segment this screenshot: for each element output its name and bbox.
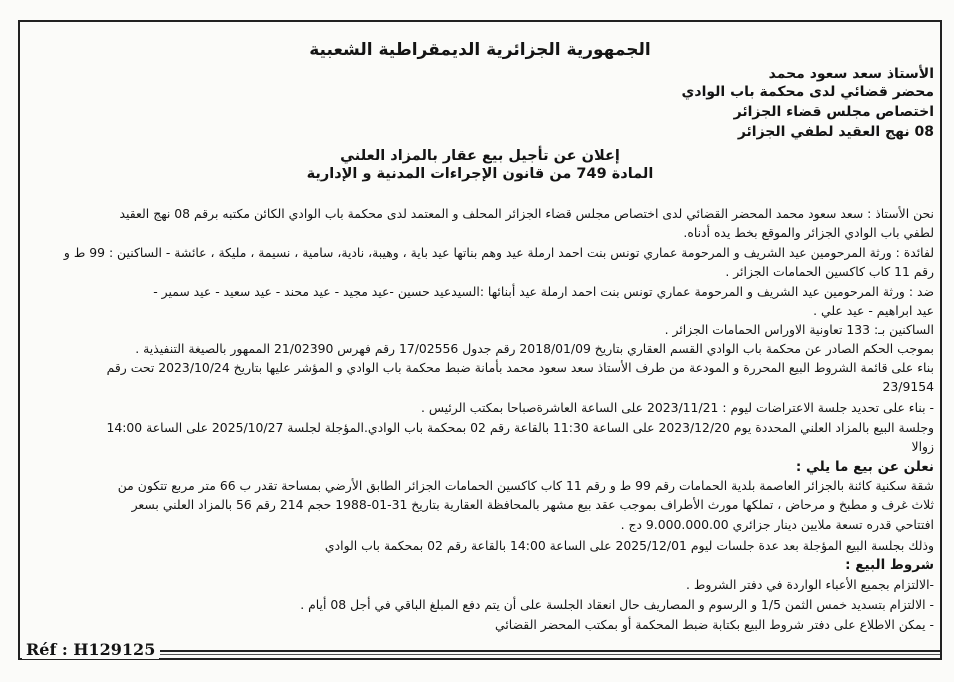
body-line: - بناء على تحديد جلسة الاعتراضات ليوم : 2023/11/21 على الساعة العاشرةصباحا بمكتب الرئيس . [420,400,934,415]
footer-rule-thin [160,654,940,655]
sale-line: وذلك بجلسة البيع المؤجلة بعد عدة جلسات ليوم 2025/12/01 على الساعة 14:00 بالقاعة رقم 02 بمحكمة باب الوادي [324,538,934,553]
body-line: لفائدة : ورثة المرحومين عيد الشريف و المرحومة عماري تونس بنت احمد ارملة عيد وهم بناتها عيد باية ، وهيبة، نادية، سامية ، نسيمة ، مليكة ، عائشة - الساكنين : 99 ط و [63,245,934,260]
sale-line: افتتاحي قدره تسعة ملايين دينار جزائري 9.000.000.00 دج . [620,517,934,532]
announcement-article: المادة 749 من قانون الإجراءات المدنية و الإدارية [306,166,654,182]
body-line: عيد ابراهيم - عيد علي . [813,303,934,318]
conditions-heading: شروط البيع : [845,557,934,573]
legal-notice [26,34,934,634]
republic-title: الجمهورية الجزائرية الديمقراطية الشعبية [309,40,651,60]
sale-heading: نعلن عن بيع ما يلي : [795,459,934,475]
condition-item: -الالتزام بجميع الأعباء الواردة في دفتر الشروط . [685,577,934,592]
reference-number: Réf : H129125 [22,640,159,659]
body-line: وجلسة البيع بالمزاد العلني المحددة يوم 2023/12/20 على الساعة 11:30 بالقاعة رقم 02 بمحكمة باب الوادي.المؤجلة لجلسة 2025/10/27 على الساعة 14:00 [106,420,934,435]
body-line: زوالا [911,439,934,454]
body-line: لطفي باب الوادي الجزائر والموقع بخط يده أدناه. [683,225,934,240]
footer-rule [160,650,940,652]
body-line: بموجب الحكم الصادر عن محكمة باب الوادي القسم العقاري بتاريخ 2018/01/09 رقم جدول 17/02556 رقم فهرس 21/02390 الممهور بالصيغة التنفيذية . [135,341,934,356]
announcement-title: إعلان عن تأجيل بيع عقار بالمزاد العلني [340,148,620,164]
body-line: ضد : ورثة المرحومين عيد الشريف و المرحومة عماري تونس بنت احمد ارملة عيد أبنائها :السيدعيد حسين -عيد مجيد - عيد محند - عيد سعيد - عيد سمير - [153,284,934,299]
bailiff-name: الأستاذ سعد سعود محمد [768,66,934,82]
bailiff-jurisdiction: اختصاص مجلس قضاء الجزائر [733,104,934,120]
body-line: 23/9154 [882,379,934,394]
sale-line: شقة سكنية كائنة بالجزائر العاصمة بلدية الحمامات رقم 99 ط و رقم 11 كاب كاكسين الحمامات الجزائر الطابق الأرضي بمساحة تقدر ب 66 متر مربع تتكون من [117,478,934,493]
condition-item: - يمكن الاطلاع على دفتر شروط البيع بكتابة ضبط المحكمة أو بمكتب المحضر القضائي [495,617,934,632]
sale-line: ثلاث غرف و مطبخ و مرحاض ، تملكها مورث الأطراف بموجب عقد بيع مشهر بالمحافظة العقارية بتاريخ 31-01-1988 حجم 214 رقم 56 بالمزاد العلني بسعر [131,497,934,512]
bailiff-address: 08 نهج العقيد لطفي الجزائر [737,124,934,140]
condition-item: - الالتزام بتسديد خمس الثمن 1/5 و الرسوم و المصاريف حال انعقاد الجلسة على أن يتم دفع المبلغ الباقي في أجل 08 أيام . [300,597,934,612]
body-line: رقم 11 كاب كاكسين الحمامات الجزائر . [725,264,934,279]
body-line: الساكنين بـ: 133 تعاونية الاوراس الحمامات الجزائر . [664,322,934,337]
body-line: بناء على قائمة الشروط البيع المحررة و المودعة من طرف الأستاذ سعد سعود محمد بأمانة ضبط محكمة باب الوادي و المؤشر عليها بتاريخ 2023/10/24 تحت رقم [106,360,934,375]
body-line: نحن الأستاذ : سعد سعود محمد المحضر القضائي لدى اختصاص مجلس قضاء الجزائر المحلف و المعتمد لدى محكمة باب الوادي الكائن مكتبه برقم 08 نهج العقيد [119,206,934,221]
bailiff-role: محضر قضائي لدى محكمة باب الوادي [681,84,934,100]
